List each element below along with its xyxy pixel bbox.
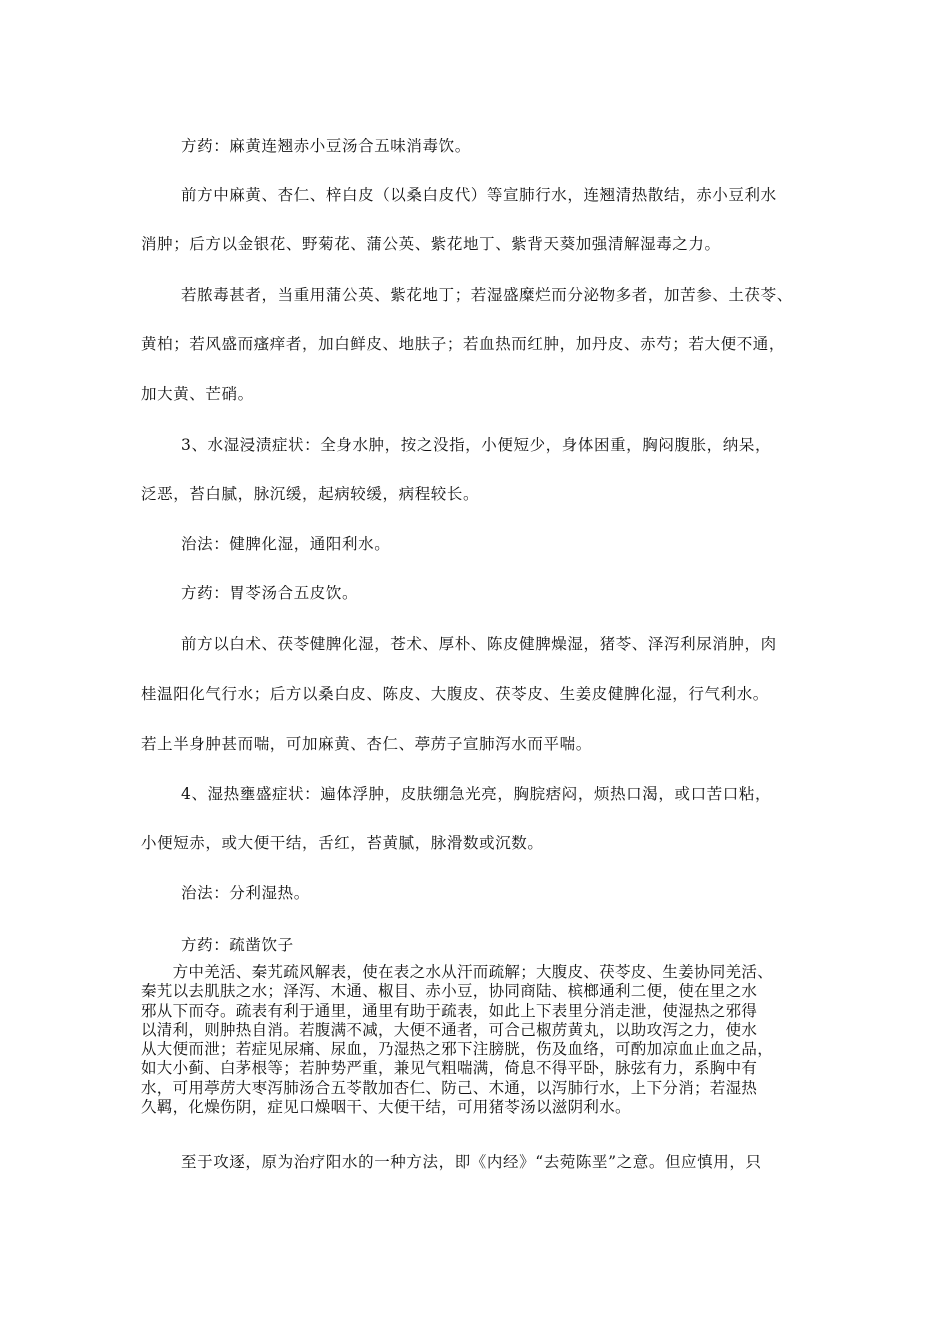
paragraph-line: 治法：健脾化湿，通阳利水。 xyxy=(181,535,391,553)
paragraph-line: 方药：麻黄连翘赤小豆汤合五味消毒饮。 xyxy=(181,137,471,155)
paragraph-line: 若脓毒甚者，当重用蒲公英、紫花地丁；若湿盛糜烂而分泌物多者，加苦参、土茯苓、 xyxy=(181,286,793,304)
paragraph-line: 3、水湿浸渍症状：全身水肿，按之没指，小便短少，身体困重，胸闷腹胀，纳呆， xyxy=(181,436,772,454)
paragraph-line: 水，可用葶苈大枣泻肺汤合五苓散加杏仁、防己、木通，以泻肺行水，上下分消；若湿热 xyxy=(141,1078,758,1097)
dense-paragraph xyxy=(141,963,813,1117)
paragraph-line: 消肿；后方以金银花、野菊花、蒲公英、紫花地丁、紫背天葵加强清解湿毒之力。 xyxy=(141,235,721,253)
paragraph-line: 秦艽以去肌肤之水；泽泻、木通、椒目、赤小豆，协同商陆、槟榔通利二便，使在里之水 xyxy=(141,982,758,1001)
paragraph-line: 久羁，化燥伤阴，症见口燥咽干、大便干结，可用猪苓汤以滋阴利水。 xyxy=(141,1098,631,1117)
paragraph-line: 方药：胃苓汤合五皮饮。 xyxy=(181,584,359,602)
paragraph-line: 以清利，则肿热自消。若腹满不减，大便不通者，可合己椒苈黄丸，以助攻泻之力，使水 xyxy=(141,1020,758,1039)
paragraph-line: 前方中麻黄、杏仁、梓白皮（以桑白皮代）等宣肺行水，连翘清热散结，赤小豆利水 xyxy=(181,186,777,204)
paragraph-line: 从大便而泄；若症见尿痛、尿血，乃湿热之邪下注膀胱，伤及血络，可酌加凉血止血之品， xyxy=(141,1040,774,1059)
paragraph-line: 方中羌活、秦艽疏风解表，使在表之水从汗而疏解；大腹皮、茯苓皮、生姜协同羌活、 xyxy=(141,963,774,981)
paragraph-line: 前方以白术、茯苓健脾化湿，苍术、厚朴、陈皮健脾燥湿，猪苓、泽泻利尿消肿，肉 xyxy=(181,635,777,653)
paragraph-line: 如大小蓟、白茅根等；若肿势严重，兼见气粗喘满，倚息不得平卧，脉弦有力，系胸中有 xyxy=(141,1059,758,1078)
paragraph-line: 若上半身肿甚而喘，可加麻黄、杏仁、葶苈子宣肺泻水而平喘。 xyxy=(141,735,592,753)
paragraph-line: 邪从下而夺。疏表有利于通里，通里有助于疏表，如此上下表里分消走泄，使湿热之邪得 xyxy=(141,1001,758,1020)
paragraph-line: 至于攻逐，原为治疗阳水的一种方法，即《内经》“去菀陈垩”之意。但应慎用，只 xyxy=(181,1153,762,1171)
paragraph-line: 黄柏；若风盛而瘙痒者，加白鲜皮、地肤子；若血热而红肿，加丹皮、赤芍；若大便不通， xyxy=(141,335,786,353)
paragraph-line: 桂温阳化气行水；后方以桑白皮、陈皮、大腹皮、茯苓皮、生姜皮健脾化湿，行气利水。 xyxy=(141,685,769,703)
paragraph-line: 泛恶，苔白腻，脉沉缓，起病较缓，病程较长。 xyxy=(141,485,480,503)
paragraph-line: 治法：分利湿热。 xyxy=(181,884,310,902)
paragraph-line: 加大黄、芒硝。 xyxy=(141,385,254,403)
paragraph-line: 小便短赤，或大便干结，舌红，苔黄腻，脉滑数或沉数。 xyxy=(141,834,544,852)
paragraph-line: 方药：疏凿饮子 xyxy=(181,936,294,954)
paragraph-line: 4、湿热壅盛症状：遍体浮肿，皮肤绷急光亮，胸脘痞闷，烦热口渴，或口苦口粘， xyxy=(181,785,772,803)
